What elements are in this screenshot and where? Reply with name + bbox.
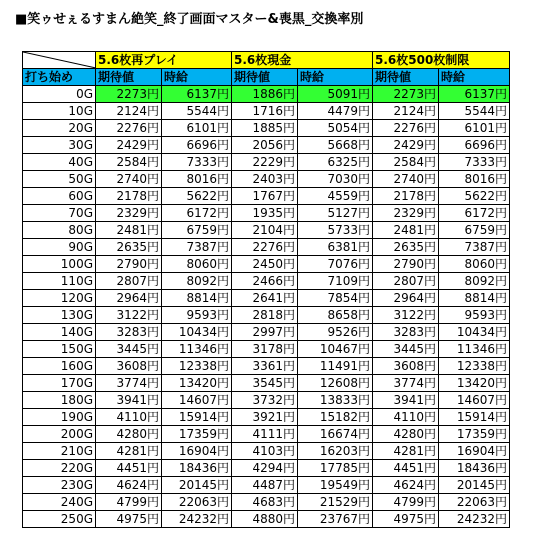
ev-cash-cell: 3178円 (232, 341, 298, 358)
wage-cash-cell: 5091円 (298, 86, 373, 103)
ev-replay-cell: 3608円 (96, 358, 162, 375)
ev-replay-cell: 2429円 (96, 137, 162, 154)
group-header-cash: 5.6枚現金 (232, 52, 373, 69)
ev-cash-cell: 2229円 (232, 154, 298, 171)
table-row (23, 103, 510, 120)
wage-replay-cell: 18436円 (162, 460, 232, 477)
start-game-cell: 60G (23, 188, 96, 205)
wage-limit-cell: 15914円 (439, 409, 510, 426)
wage-limit-cell: 14607円 (439, 392, 510, 409)
ev-limit-cell: 3608円 (373, 358, 439, 375)
ev-replay-cell: 4281円 (96, 443, 162, 460)
table-row (23, 324, 510, 341)
ev-cash-cell: 3921円 (232, 409, 298, 426)
col-header-wage-cash: 時給 (298, 69, 373, 86)
wage-cash-cell: 23767円 (298, 511, 373, 528)
start-game-cell: 40G (23, 154, 96, 171)
wage-limit-cell: 7333円 (439, 154, 510, 171)
ev-replay-cell: 2584円 (96, 154, 162, 171)
start-game-header: 打ち始め (23, 69, 96, 86)
start-game-cell: 50G (23, 171, 96, 188)
ev-cash-cell: 1885円 (232, 120, 298, 137)
wage-replay-cell: 6101円 (162, 120, 232, 137)
ev-cash-cell: 2056円 (232, 137, 298, 154)
start-game-cell: 110G (23, 273, 96, 290)
start-game-cell: 230G (23, 477, 96, 494)
start-game-cell: 0G (23, 86, 96, 103)
start-game-cell: 210G (23, 443, 96, 460)
wage-cash-cell: 7854円 (298, 290, 373, 307)
ev-limit-cell: 4280円 (373, 426, 439, 443)
wage-cash-cell: 5668円 (298, 137, 373, 154)
start-game-cell: 30G (23, 137, 96, 154)
ev-limit-cell: 2124円 (373, 103, 439, 120)
wage-replay-cell: 24232円 (162, 511, 232, 528)
wage-cash-cell: 5733円 (298, 222, 373, 239)
wage-cash-cell: 21529円 (298, 494, 373, 511)
ev-replay-cell: 2964円 (96, 290, 162, 307)
wage-replay-cell: 7333円 (162, 154, 232, 171)
ev-limit-cell: 2635円 (373, 239, 439, 256)
ev-limit-cell: 2790円 (373, 256, 439, 273)
ev-replay-cell: 2276円 (96, 120, 162, 137)
table-row (23, 358, 510, 375)
wage-limit-cell: 20145円 (439, 477, 510, 494)
ev-replay-cell: 2481円 (96, 222, 162, 239)
wage-limit-cell: 10434円 (439, 324, 510, 341)
start-game-cell: 200G (23, 426, 96, 443)
ev-limit-cell: 2964円 (373, 290, 439, 307)
wage-cash-cell: 10467円 (298, 341, 373, 358)
ev-limit-cell: 2584円 (373, 154, 439, 171)
wage-replay-cell: 5544円 (162, 103, 232, 120)
wage-cash-cell: 16203円 (298, 443, 373, 460)
table-row (23, 477, 510, 494)
ev-cash-cell: 1767円 (232, 188, 298, 205)
ev-cash-cell: 2641円 (232, 290, 298, 307)
start-game-cell: 170G (23, 375, 96, 392)
wage-limit-cell: 6137円 (439, 86, 510, 103)
ev-replay-cell: 3774円 (96, 375, 162, 392)
start-game-cell: 220G (23, 460, 96, 477)
ev-limit-cell: 2807円 (373, 273, 439, 290)
start-game-cell: 130G (23, 307, 96, 324)
wage-cash-cell: 13833円 (298, 392, 373, 409)
wage-limit-cell: 8092円 (439, 273, 510, 290)
ev-cash-cell: 3732円 (232, 392, 298, 409)
wage-replay-cell: 8092円 (162, 273, 232, 290)
ev-replay-cell: 2740円 (96, 171, 162, 188)
wage-replay-cell: 6137円 (162, 86, 232, 103)
table-row (23, 494, 510, 511)
ev-limit-cell: 3122円 (373, 307, 439, 324)
ev-cash-cell: 2466円 (232, 273, 298, 290)
wage-limit-cell: 16904円 (439, 443, 510, 460)
start-game-cell: 10G (23, 103, 96, 120)
page-title: ■笑ゥせぇるすまん絶笑_終了画面マスター&喪黒_交換率別 (15, 12, 364, 27)
wage-replay-cell: 15914円 (162, 409, 232, 426)
wage-replay-cell: 6172円 (162, 205, 232, 222)
group-header-replay: 5.6枚再プレイ (96, 52, 232, 69)
wage-replay-cell: 8814円 (162, 290, 232, 307)
ev-cash-cell: 4880円 (232, 511, 298, 528)
table-row (23, 171, 510, 188)
start-game-cell: 20G (23, 120, 96, 137)
wage-limit-cell: 9593円 (439, 307, 510, 324)
ev-replay-cell: 2124円 (96, 103, 162, 120)
wage-replay-cell: 10434円 (162, 324, 232, 341)
wage-cash-cell: 11491円 (298, 358, 373, 375)
wage-replay-cell: 11346円 (162, 341, 232, 358)
ev-replay-cell: 4451円 (96, 460, 162, 477)
wage-replay-cell: 20145円 (162, 477, 232, 494)
table-row (23, 273, 510, 290)
table-row (23, 86, 510, 103)
corner-cell (23, 52, 96, 69)
wage-replay-cell: 6759円 (162, 222, 232, 239)
col-header-wage-replay: 時給 (162, 69, 232, 86)
ev-cash-cell: 4103円 (232, 443, 298, 460)
ev-cash-cell: 1716円 (232, 103, 298, 120)
table-row (23, 154, 510, 171)
wage-cash-cell: 16674円 (298, 426, 373, 443)
wage-cash-cell: 7076円 (298, 256, 373, 273)
table-row (23, 443, 510, 460)
wage-cash-cell: 4559円 (298, 188, 373, 205)
wage-replay-cell: 8060円 (162, 256, 232, 273)
table-row (23, 307, 510, 324)
wage-replay-cell: 7387円 (162, 239, 232, 256)
wage-limit-cell: 6172円 (439, 205, 510, 222)
ev-replay-cell: 4110円 (96, 409, 162, 426)
ev-limit-cell: 2273円 (373, 86, 439, 103)
wage-replay-cell: 22063円 (162, 494, 232, 511)
ev-replay-cell: 2807円 (96, 273, 162, 290)
ev-cash-cell: 2403円 (232, 171, 298, 188)
ev-replay-cell: 2635円 (96, 239, 162, 256)
wage-cash-cell: 5054円 (298, 120, 373, 137)
column-header-row (23, 69, 510, 86)
wage-limit-cell: 13420円 (439, 375, 510, 392)
ev-replay-cell: 4799円 (96, 494, 162, 511)
wage-cash-cell: 6325円 (298, 154, 373, 171)
table-row (23, 426, 510, 443)
wage-replay-cell: 5622円 (162, 188, 232, 205)
ev-replay-cell: 4280円 (96, 426, 162, 443)
wage-replay-cell: 16904円 (162, 443, 232, 460)
wage-limit-cell: 22063円 (439, 494, 510, 511)
ev-replay-cell: 2329円 (96, 205, 162, 222)
wage-limit-cell: 11346円 (439, 341, 510, 358)
ev-limit-cell: 4624円 (373, 477, 439, 494)
group-header-row (23, 52, 510, 69)
ev-limit-cell: 4451円 (373, 460, 439, 477)
wage-limit-cell: 6696円 (439, 137, 510, 154)
col-header-ev-limit: 期待値 (373, 69, 439, 86)
wage-cash-cell: 4479円 (298, 103, 373, 120)
wage-limit-cell: 18436円 (439, 460, 510, 477)
wage-cash-cell: 9526円 (298, 324, 373, 341)
ev-limit-cell: 4281円 (373, 443, 439, 460)
ev-cash-cell: 2997円 (232, 324, 298, 341)
start-game-cell: 70G (23, 205, 96, 222)
col-header-wage-limit: 時給 (439, 69, 510, 86)
table-row (23, 137, 510, 154)
col-header-ev-replay: 期待値 (96, 69, 162, 86)
col-header-ev-cash: 期待値 (232, 69, 298, 86)
ev-cash-cell: 3361円 (232, 358, 298, 375)
wage-cash-cell: 12608円 (298, 375, 373, 392)
ev-limit-cell: 2481円 (373, 222, 439, 239)
ev-limit-cell: 4799円 (373, 494, 439, 511)
wage-replay-cell: 12338円 (162, 358, 232, 375)
start-game-cell: 150G (23, 341, 96, 358)
table-row (23, 392, 510, 409)
table-row (23, 290, 510, 307)
ev-limit-cell: 2429円 (373, 137, 439, 154)
wage-limit-cell: 8814円 (439, 290, 510, 307)
wage-limit-cell: 12338円 (439, 358, 510, 375)
wage-replay-cell: 17359円 (162, 426, 232, 443)
wage-cash-cell: 8658円 (298, 307, 373, 324)
table-row (23, 120, 510, 137)
ev-limit-cell: 3283円 (373, 324, 439, 341)
wage-limit-cell: 6759円 (439, 222, 510, 239)
ev-cash-cell: 4111円 (232, 426, 298, 443)
ev-limit-cell: 4975円 (373, 511, 439, 528)
group-header-limit: 5.6枚500枚制限 (373, 52, 510, 69)
ev-cash-cell: 2818円 (232, 307, 298, 324)
ev-limit-cell: 2740円 (373, 171, 439, 188)
ev-replay-cell: 2178円 (96, 188, 162, 205)
wage-cash-cell: 15182円 (298, 409, 373, 426)
wage-replay-cell: 8016円 (162, 171, 232, 188)
wage-cash-cell: 5127円 (298, 205, 373, 222)
wage-limit-cell: 5544円 (439, 103, 510, 120)
ev-cash-cell: 2450円 (232, 256, 298, 273)
table-row (23, 256, 510, 273)
wage-limit-cell: 8016円 (439, 171, 510, 188)
wage-replay-cell: 13420円 (162, 375, 232, 392)
ev-limit-cell: 3941円 (373, 392, 439, 409)
table-row (23, 239, 510, 256)
ev-limit-cell: 3774円 (373, 375, 439, 392)
wage-replay-cell: 14607円 (162, 392, 232, 409)
wage-limit-cell: 6101円 (439, 120, 510, 137)
table-row (23, 511, 510, 528)
ev-replay-cell: 4975円 (96, 511, 162, 528)
wage-limit-cell: 8060円 (439, 256, 510, 273)
ev-limit-cell: 3445円 (373, 341, 439, 358)
start-game-cell: 120G (23, 290, 96, 307)
ev-replay-cell: 2273円 (96, 86, 162, 103)
wage-replay-cell: 9593円 (162, 307, 232, 324)
ev-replay-cell: 4624円 (96, 477, 162, 494)
wage-limit-cell: 5622円 (439, 188, 510, 205)
wage-limit-cell: 7387円 (439, 239, 510, 256)
ev-cash-cell: 1935円 (232, 205, 298, 222)
ev-cash-cell: 4487円 (232, 477, 298, 494)
wage-limit-cell: 24232円 (439, 511, 510, 528)
ev-cash-cell: 4294円 (232, 460, 298, 477)
ev-replay-cell: 2790円 (96, 256, 162, 273)
table-row (23, 375, 510, 392)
start-game-cell: 100G (23, 256, 96, 273)
table-row (23, 188, 510, 205)
ev-cash-cell: 2104円 (232, 222, 298, 239)
ev-limit-cell: 2276円 (373, 120, 439, 137)
start-game-cell: 160G (23, 358, 96, 375)
wage-cash-cell: 7030円 (298, 171, 373, 188)
ev-limit-cell: 2178円 (373, 188, 439, 205)
start-game-cell: 250G (23, 511, 96, 528)
ev-cash-cell: 2276円 (232, 239, 298, 256)
wage-limit-cell: 17359円 (439, 426, 510, 443)
table-row (23, 222, 510, 239)
table-row (23, 460, 510, 477)
ev-replay-cell: 3122円 (96, 307, 162, 324)
ev-cash-cell: 4683円 (232, 494, 298, 511)
wage-cash-cell: 7109円 (298, 273, 373, 290)
ev-limit-cell: 4110円 (373, 409, 439, 426)
table-row (23, 205, 510, 222)
table-row (23, 409, 510, 426)
table-row (23, 341, 510, 358)
start-game-cell: 240G (23, 494, 96, 511)
ev-replay-cell: 3283円 (96, 324, 162, 341)
ev-cash-cell: 1886円 (232, 86, 298, 103)
start-game-cell: 180G (23, 392, 96, 409)
wage-cash-cell: 19549円 (298, 477, 373, 494)
wage-replay-cell: 6696円 (162, 137, 232, 154)
ev-replay-cell: 3445円 (96, 341, 162, 358)
diagonal-line-icon (23, 52, 96, 68)
expected-value-table (22, 51, 510, 528)
wage-cash-cell: 17785円 (298, 460, 373, 477)
start-game-cell: 140G (23, 324, 96, 341)
start-game-cell: 80G (23, 222, 96, 239)
start-game-cell: 90G (23, 239, 96, 256)
ev-cash-cell: 3545円 (232, 375, 298, 392)
ev-replay-cell: 3941円 (96, 392, 162, 409)
wage-cash-cell: 6381円 (298, 239, 373, 256)
ev-limit-cell: 2329円 (373, 205, 439, 222)
start-game-cell: 190G (23, 409, 96, 426)
